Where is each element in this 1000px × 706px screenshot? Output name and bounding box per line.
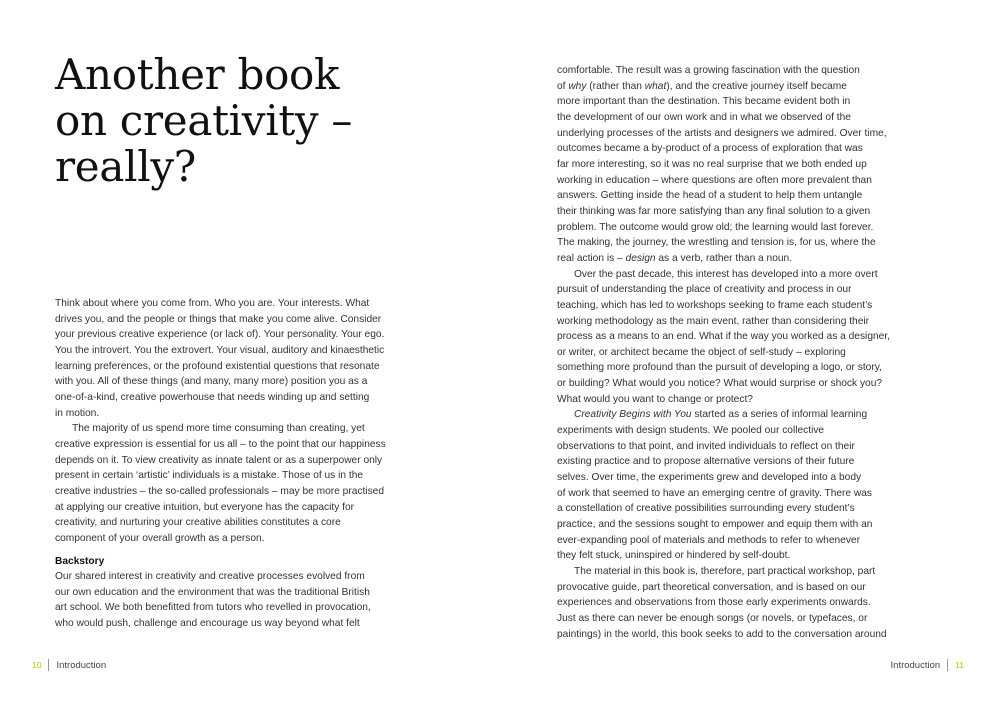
- footer-divider: [48, 659, 49, 671]
- book-title: Creativity Begins with You: [574, 409, 692, 421]
- left-footer: [32, 659, 106, 671]
- paragraph-book-origin: Creativity Begins with You started as a series of informal learning experiments with design students. We pooled our collective observations to that point, and invited individuals to reflect on their existing practice and to propose alternative versions of their future selves. Over time, the experiments grew and developed into a body of work that seemed to have an emerging centre of gravity. There was a constellation of creative possibilities surrounding every student’s practice, and the sessions sought to empower and equip them with an ever-expanding pool of materials and methods to refer to whenever they felt stuck, uninspired or hindered by self-doubt.: [557, 409, 873, 562]
- right-footer: [891, 659, 964, 671]
- paragraph-backstory: Our shared interest in creativity and creative processes evolved from our own education and the environment that was the traditional British art school. We both benefitted from tutors who revelled in provocation, who would push, challenge and encourage us way beyond what felt: [55, 571, 371, 630]
- paragraph-intro: Think about where you come from. Who you are. Your interests. What drives you, and the people or things that make you come alive. Consider your previous creative experience (or lack of). Your personality. Your ego. You the introvert. You the extrovert. Your visual, auditory and kinaesthetic learning preferences, or the profound existential questions that resonate with you. All of these things (and many, many more) position you as a one-of-a-kind, creative powerhouse that needs winding up and setting in motion.: [55, 298, 385, 419]
- page-number: 10: [32, 660, 42, 670]
- chapter-title: Another book on creativity – really?: [55, 50, 353, 191]
- right-page: [500, 0, 1000, 706]
- paragraph-majority: The majority of us spend more time consuming than creating, yet creative expression is essential for us all – to the point that our happiness depends on it. To view creativity as innate talent or as a superpower only present in certain ‘artistic’ individuals is a mistake. Those of us in the creative industries – the so-called professionals – may be more practised at applying our creative intuition, but everyone has the capacity for creativity, and nurturing your creative abilities constitutes a core component of your overall growth as a person.: [55, 423, 386, 544]
- running-header: Introduction: [56, 659, 107, 671]
- paragraph-material: The material in this book is, therefore, part practical workshop, part provocative guide, part theoretical conversation, and is based on our experiences and observations from those early experiments onwards. Just as there can never be enough songs (or novels, or typefaces, or paintings) in the world, this book seeks to add to the conversation around: [557, 566, 887, 640]
- running-header: Introduction: [890, 659, 941, 671]
- section-heading-backstory: Backstory: [55, 555, 105, 567]
- page-number: 11: [955, 660, 964, 670]
- paragraph-past-decade: Over the past decade, this interest has developed into a more overt pursuit of understanding the place of creativity and process in our teaching, which has led to workshops seeking to frame each student’s working methodology as the main event, rather than considering their process as a means to an end. What if the way you worked as a designer, or writer, or architect became the object of self-study – exploring something more profound than the pursuit of developing a logo, or story, or building? What would you notice? What would surprise or shock you? What would you want to change or protect?: [557, 268, 890, 405]
- left-body-text: [55, 296, 386, 632]
- footer-divider: [947, 659, 948, 671]
- right-body-text: [557, 63, 890, 642]
- paragraph-continued: comfortable. The result was a growing fascination with the question of why (rather than what), and the creative journey itself became more important than the destination. This became evident both in the development of our own work and in what we observed of the underlying processes of the artists and designers we admired. Over time, outcomes became a by-product of a process of exploration that was far more interesting, so it was no real surprise that we both ended up working in education – where questions are often more prevalent than answers. Getting inside the head of a student to help them untangle their thinking was far more satisfying than any final solution to a given problem. The outcome would grow old; the learning would last forever. The making, the journey, the wrestling and tension is, for us, where the real action is – design as a verb, rather than a noun.: [557, 65, 887, 264]
